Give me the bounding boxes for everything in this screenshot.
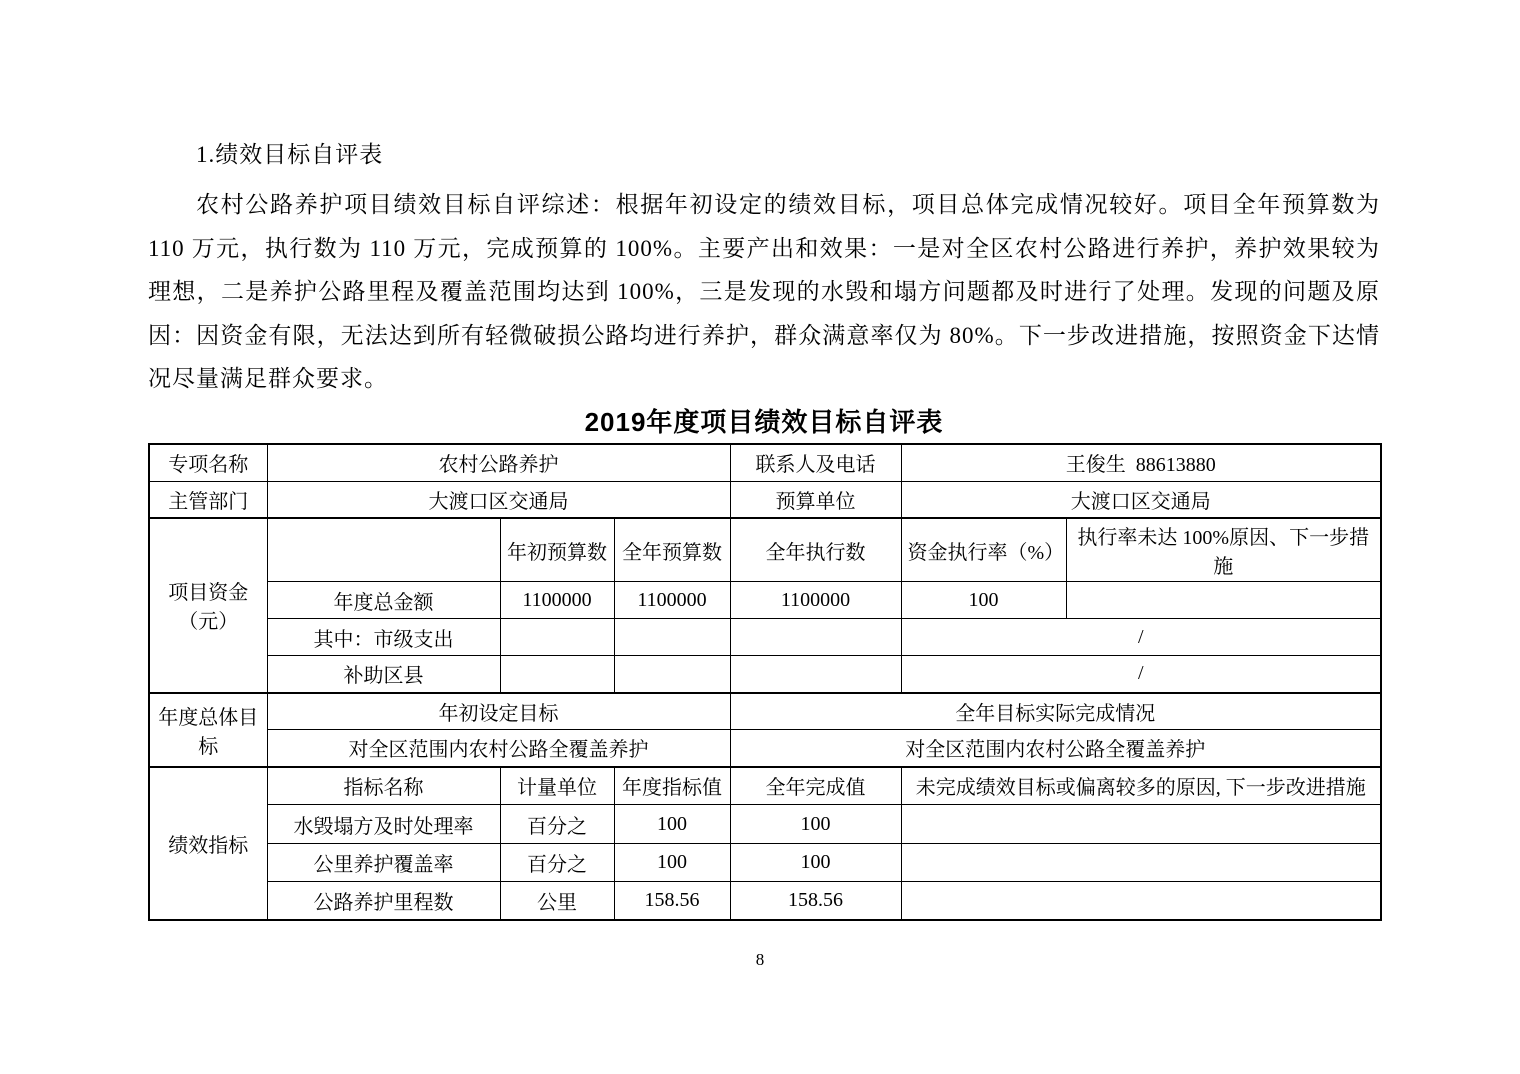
table-row (149, 444, 1381, 481)
department-label: 主管部门 (149, 481, 267, 518)
table-row (149, 619, 1381, 656)
indicator-actual: 158.56 (730, 882, 901, 920)
budget-unit-label: 预算单位 (730, 481, 901, 518)
funds-subsidy-execution (730, 656, 901, 693)
col-annual-budget: 全年预算数 (614, 518, 730, 582)
funds-city-label: 其中：市级支出 (267, 619, 500, 656)
self-evaluation-summary-paragraph: 农村公路养护项目绩效目标自评综述：根据年初设定的绩效目标，项目总体完成情况较好。项目全年预算数为 110 万元，执行数为 110 万元，完成预算的 100%。主要产出和效果：一是对全区农村公路进行养护，养护效果较为理想，二是养护公路里程及覆盖范围均达到 100%，三是发现的水毁和塌方问题都及时进行了处理。发现的问题及原因：因资金有限，无法达到所有轻微破损公路均进行养护，群众满意率仅为 80%。下一步改进措施，按照资金下达情况尽量满足群众要求。 (148, 192, 1380, 391)
table-row (149, 844, 1381, 882)
indicator-unit: 百分之 (500, 844, 614, 882)
table-row (149, 518, 1381, 582)
funds-total-rate: 100 (901, 582, 1066, 619)
indicator-name: 公路养护里程数 (267, 882, 500, 920)
table-row (149, 882, 1381, 920)
table-row (149, 693, 1381, 730)
funds-total-reason (1066, 582, 1381, 619)
indicator-unit: 百分之 (500, 805, 614, 844)
funds-total-execution: 1100000 (730, 582, 901, 619)
project-name-value: 农村公路养护 (267, 444, 730, 481)
indicator-unit: 公里 (500, 882, 614, 920)
table-row (149, 582, 1381, 619)
col-actual-completion: 全年目标实际完成情况 (730, 693, 1381, 730)
indicator-reason (901, 882, 1381, 920)
set-goal-value: 对全区范围内农村公路全覆盖养护 (267, 730, 730, 767)
table-row (149, 481, 1381, 518)
indicator-reason (901, 844, 1381, 882)
funds-row-header: 项目资金（元） (149, 518, 267, 693)
actual-completion-value: 对全区范围内农村公路全覆盖养护 (730, 730, 1381, 767)
funds-city-execution (730, 619, 901, 656)
budget-unit-value: 大渡口区交通局 (901, 481, 1381, 518)
funds-total-annual: 1100000 (614, 582, 730, 619)
project-name-label: 专项名称 (149, 444, 267, 481)
indicator-name: 水毁塌方及时处理率 (267, 805, 500, 844)
indicator-target: 158.56 (614, 882, 730, 920)
indicator-target: 100 (614, 805, 730, 844)
contact-value: 王俊生 88613880 (901, 444, 1381, 481)
col-execution-reason: 执行率未达 100%原因、下一步措施 (1066, 518, 1381, 582)
contact-label: 联系人及电话 (730, 444, 901, 481)
page-number: 8 (755, 950, 765, 969)
col-indicator-unit: 计量单位 (500, 767, 614, 805)
col-initial-budget: 年初预算数 (500, 518, 614, 582)
table-row (149, 767, 1381, 805)
funds-subsidy-merged-slash: / (901, 656, 1381, 693)
indicator-target: 100 (614, 844, 730, 882)
indicators-row-header: 绩效指标 (149, 767, 267, 920)
col-indicator-target: 年度指标值 (614, 767, 730, 805)
col-execution-rate: 资金执行率（%） (901, 518, 1066, 582)
indicator-actual: 100 (730, 844, 901, 882)
table-row (149, 656, 1381, 693)
funds-total-initial: 1100000 (500, 582, 614, 619)
table-row (149, 730, 1381, 767)
evaluation-table (148, 443, 1382, 921)
col-set-goal: 年初设定目标 (267, 693, 730, 730)
indicator-name: 公里养护覆盖率 (267, 844, 500, 882)
funds-blank-header (267, 518, 500, 582)
col-indicator-name: 指标名称 (267, 767, 500, 805)
table-row (149, 805, 1381, 844)
col-indicator-reason: 未完成绩效目标或偏离较多的原因, 下一步改进措施 (901, 767, 1381, 805)
department-value: 大渡口区交通局 (267, 481, 730, 518)
section-heading: 1.绩效目标自评表 (196, 142, 384, 167)
indicator-actual: 100 (730, 805, 901, 844)
funds-city-initial (500, 619, 614, 656)
funds-subsidy-annual (614, 656, 730, 693)
col-indicator-actual: 全年完成值 (730, 767, 901, 805)
overall-goal-row-header: 年度总体目标 (149, 693, 267, 767)
funds-subsidy-label: 补助区县 (267, 656, 500, 693)
funds-city-annual (614, 619, 730, 656)
col-annual-execution: 全年执行数 (730, 518, 901, 582)
funds-city-merged-slash: / (901, 619, 1381, 656)
funds-total-label: 年度总金额 (267, 582, 500, 619)
funds-subsidy-initial (500, 656, 614, 693)
table-title: 2019年度项目绩效目标自评表 (584, 407, 944, 437)
indicator-reason (901, 805, 1381, 844)
